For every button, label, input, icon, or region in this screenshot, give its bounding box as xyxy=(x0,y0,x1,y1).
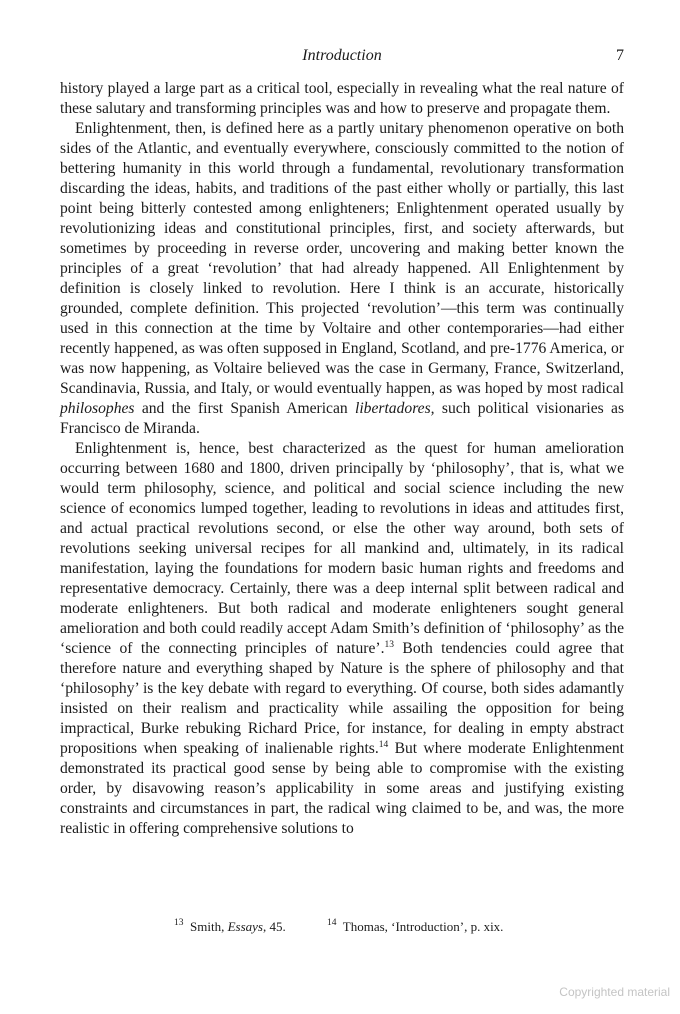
paragraph-definition: Enlightenment, then, is defined here as a partly unitary phenomenon operative on both sides of the Atlantic, and eventually everywhere, consciously committed to the notion of bettering humanity in this world through a fundamental, revolutionary transformation discarding the ideas, habits, and traditions of the past either wholly or partially, this last point being bitterly contested among enlighteners; Enlightenment operated usually by revolutionizing ideas and constitutional principles, first, and society afterwards, but sometimes by proceeding in reverse order, uncovering and making better known the principles of a great ‘revolution’ that had already happened. All Enlightenment by definition is closely linked to revolution. Here I think is an accurate, historically grounded, complete definition. This projected ‘revolution’—this term was continually used in this connection at the time by Voltaire and other contemporaries—had either recently happened, as was often supposed in England, Scotland, and pre-1776 America, or was now happening, as Voltaire believed was the case in Germany, France, Switzerland, Scandinavia, Russia, and Italy, or would eventually happen, as was hoped by most radical philosophes and the first Spanish American libertadores, such political visionaries as Francisco de Miranda. xyxy=(60,120,625,437)
paragraph-characterization: Enlightenment is, hence, best characterized as the quest for human amelioration occurring between 1680 and 1800, driven principally by ‘philosophy’, that is, what we would term philosophy, science, and political and social science including the new science of economics lumped together, leading to revolutions in ideas and attitudes first, and actual practical revolutions second, or else the other way around, both sets of revolutions seeking universal recipes for all mankind and, ultimately, in its radical manifestation, laying the foundations for modern basic human rights and freedoms and representative democracy. Certainly, there was a deep internal split between radical and moderate enlighteners. But both radical and moderate enlighteners sought general amelioration and both could readily accept Adam Smith’s definition of ‘philosophy’ as the ‘science of the connecting principles of nature’.$^{13}$ Both tendencies could agree that therefore nature and everything shaped by Nature is the sphere of philosophy and that ‘philosophy’ is the key debate with regard to everything. Of course, both sides adamantly insisted on their realism and practicality while assailing the opposition for being impractical, Burke rebuking Richard Price, for instance, for dealing in empty abstract propositions when speaking of inalienable rights.$^{14}$ But where moderate Enlightenment demonstrated its practical good sense by being able to compromise with the existing order, by disavowing reason’s applicability in some areas and justifying existing constraints and circumstances in part, the radical wing claimed to be, and was, the more realistic in offering comprehensive solutions to xyxy=(60,440,624,837)
page-number: 7 xyxy=(616,47,624,64)
footnote-14: $^{14}$ Thomas, ‘Introduction’, p. xix. xyxy=(327,918,504,934)
italic-term: philosophes xyxy=(60,400,135,417)
italic-term: libertadores, xyxy=(355,400,435,417)
copyright-watermark: Copyrighted material xyxy=(559,985,670,999)
running-title: Introduction xyxy=(302,47,382,64)
footnote-marker: 13 xyxy=(174,918,184,928)
footnote-ref-14[interactable]: 14 xyxy=(378,740,389,750)
footnote-13: $^{13}$ Smith, Essays, 45. xyxy=(174,918,286,934)
footnote-ref-13[interactable]: 13 xyxy=(384,640,395,650)
paragraph-continued: history played a large part as a critical tool, especially in revealing what the real nature of these salutary and transforming principles was and how to preserve and propagate them. xyxy=(60,80,624,117)
body-text xyxy=(60,79,624,839)
running-head xyxy=(60,47,624,69)
footnote-marker: 14 xyxy=(327,918,337,928)
